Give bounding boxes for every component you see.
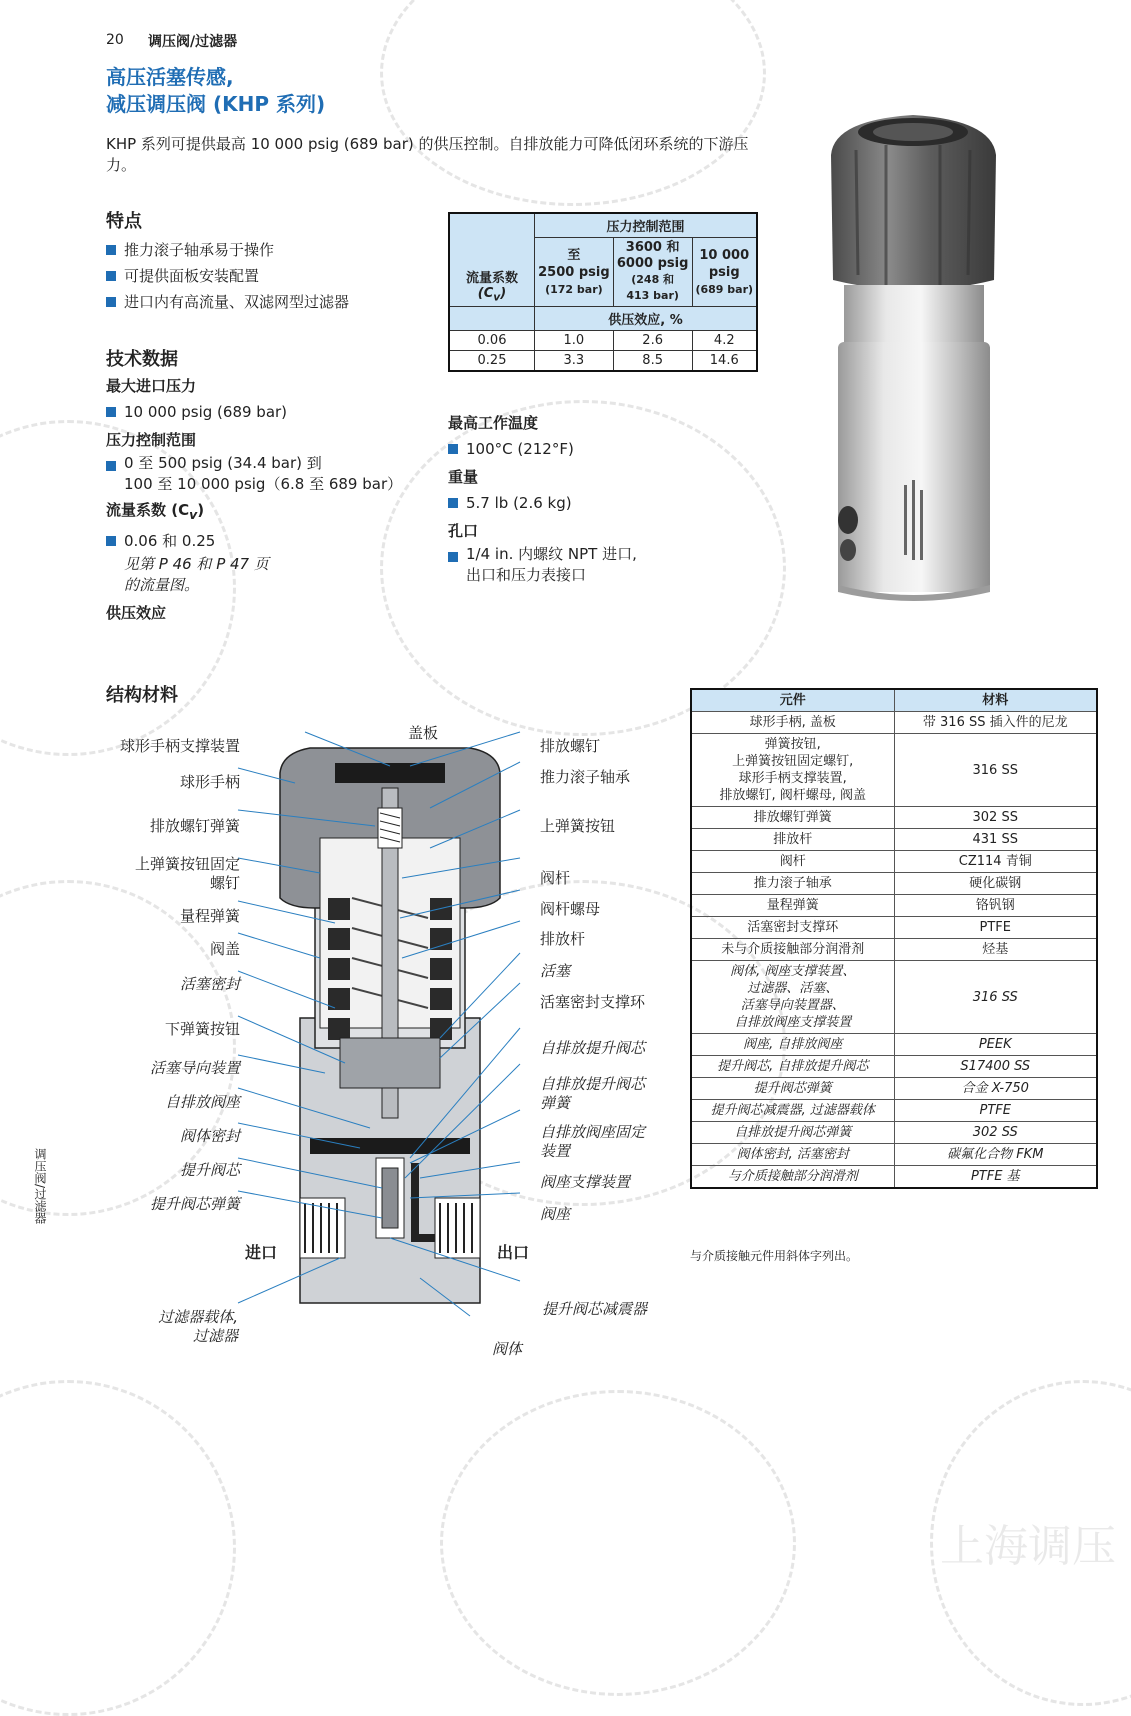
cv-label: 流量系数 $(C_v)$ (106, 501, 205, 522)
component-cell: 弹簧按钮, 上弹簧按钮固定螺钉, 球形手柄支撑装置, 排放螺钉, 阀杆螺母, 阀盖 (691, 734, 894, 807)
table-row (691, 807, 1097, 829)
right-label: 自排放提升阀芯 (540, 1039, 646, 1057)
table-cell: 8.5 (613, 351, 692, 372)
material-cell: 316 SS (894, 734, 1097, 807)
table-cell: 1.0 (535, 331, 614, 351)
table-row (449, 331, 757, 351)
table-cell: 0.25 (449, 351, 535, 372)
left-label: 球形手柄支撑装置 (119, 737, 240, 755)
material-cell: PEEK (894, 1034, 1097, 1056)
component-cell: 未与介质接触部分润滑剂 (691, 939, 894, 961)
component-cell: 与介质接触部分润滑剂 (691, 1166, 894, 1189)
left-label: 活塞密封 (179, 975, 240, 993)
pressure-range-table (448, 212, 758, 372)
weight-label: 重量 (448, 468, 479, 486)
left-label: 球形手柄 (179, 773, 240, 791)
material-cell: 431 SS (894, 829, 1097, 851)
supply-effect-label: 供压效应 (106, 604, 167, 622)
effect-header: 供压效应, % (535, 307, 758, 331)
material-cell: 302 SS (894, 807, 1097, 829)
table-row (691, 851, 1097, 873)
component-cell: 阀体, 阀座支撑装置、 过滤器、活塞、 活塞导向装置器、 自排放阀座支撑装置 (691, 961, 894, 1034)
component-cell: 量程弹簧 (691, 895, 894, 917)
temp-value: 100°C (212°F) (448, 436, 768, 462)
weight-value: 5.7 lb (2.6 kg) (448, 490, 768, 516)
component-cell: 阀体密封, 活塞密封 (691, 1144, 894, 1166)
left-label: 上弹簧按钮固定 螺钉 (134, 855, 240, 892)
left-label: 阀盖 (209, 940, 240, 958)
material-cell: 316 SS (894, 961, 1097, 1034)
component-cell: 提升阀芯减震器, 过滤器载体 (691, 1100, 894, 1122)
left-label: 活塞导向装置 (149, 1059, 240, 1077)
watermark-ring (440, 1390, 796, 1696)
right-label: 阀座支撑装置 (540, 1173, 631, 1191)
regulator-photo (826, 110, 1001, 610)
feature-item: 可提供面板安装配置 (106, 263, 426, 289)
table-row (691, 939, 1097, 961)
watermark-ring (0, 1380, 236, 1716)
range-label: 压力控制范围 (106, 431, 197, 449)
damper-label: 提升阀芯减震器 (542, 1300, 648, 1318)
page-title (106, 64, 325, 118)
material-cell: PTFE (894, 1100, 1097, 1122)
right-label: 推力滚子轴承 (540, 768, 631, 786)
watermark-ring (930, 1380, 1131, 1706)
cv-value: 0.06 和 0.25 (106, 528, 426, 554)
cv-note: 见第 P 46 和 P 47 页 的流量图。 (124, 555, 269, 594)
feature-item: 进口内有高流量、双滤网型过滤器 (106, 289, 426, 315)
table-row (691, 1034, 1097, 1056)
side-tab: 调压阀/过滤器 (33, 1148, 47, 1225)
features-heading: 特点 (106, 211, 142, 232)
left-label: 量程弹簧 (179, 907, 240, 925)
right-label: 阀杆 (540, 869, 571, 887)
range-col-3: 10 000 psig (689 bar) (692, 238, 757, 307)
table-row (691, 734, 1097, 807)
group-header: 压力控制范围 (535, 213, 758, 238)
material-cell: 带 316 SS 插入件的尼龙 (894, 712, 1097, 734)
materials-heading: 结构材料 (106, 685, 178, 706)
cv-header: 流量系数 $(C_v)$ (449, 213, 535, 307)
table-row (691, 1078, 1097, 1100)
table-row (691, 1144, 1097, 1166)
material-cell: S17400 SS (894, 1056, 1097, 1078)
intro-paragraph: KHP 系列可提供最高 10 000 psig (689 bar) 的供压控制。自排放能力可降低闭环系统的下游压力。 (106, 135, 749, 174)
page-number: 20 (106, 32, 124, 48)
table-row (691, 1122, 1097, 1144)
material-cell: 铬钒钢 (894, 895, 1097, 917)
features-section (106, 207, 426, 315)
table-row (691, 829, 1097, 851)
component-cell: 阀杆 (691, 851, 894, 873)
right-label: 自排放阀座固定 装置 (540, 1123, 646, 1160)
max-inlet-label: 最大进口压力 (106, 377, 197, 395)
inlet-label: 进口 (245, 1243, 278, 1262)
range-value (106, 453, 426, 495)
component-cell: 阀座, 自排放阀座 (691, 1034, 894, 1056)
right-label: 活塞 (540, 962, 571, 980)
table-row (691, 873, 1097, 895)
left-label: 自排放阀座 (164, 1093, 240, 1111)
ports-label: 孔口 (448, 522, 479, 540)
left-label: 阀体密封 (179, 1127, 240, 1145)
material-cell: 碳氟化合物 FKM (894, 1144, 1097, 1166)
left-label: 下弹簧按钮 (164, 1020, 240, 1038)
material-cell: 硬化碳钢 (894, 873, 1097, 895)
component-cell: 提升阀芯, 自排放提升阀芯 (691, 1056, 894, 1078)
tech-heading: 技术数据 (106, 349, 178, 370)
col-material: 材料 (894, 689, 1097, 712)
table-row (449, 351, 757, 372)
range-col-2: 3600 和 6000 psig (248 和 413 bar) (613, 238, 692, 307)
table-row (691, 895, 1097, 917)
col-component: 元件 (691, 689, 894, 712)
component-cell: 推力滚子轴承 (691, 873, 894, 895)
table-row (691, 961, 1097, 1034)
material-cell: 合金 X-750 (894, 1078, 1097, 1100)
component-cell: 活塞密封支撑环 (691, 917, 894, 939)
table-row (691, 917, 1097, 939)
table-row (691, 1166, 1097, 1189)
materials-table (690, 688, 1098, 1189)
left-label: 提升阀芯弹簧 (149, 1195, 240, 1213)
table-row (691, 712, 1097, 734)
filter-label: 过滤器载体, 过滤器 (158, 1308, 238, 1345)
watermark: 上海调压 (940, 1521, 1116, 1572)
material-cell: 302 SS (894, 1122, 1097, 1144)
table-row (691, 1100, 1097, 1122)
table-row (691, 1056, 1097, 1078)
label-cover-plate: 盖板 (408, 724, 439, 742)
left-label: 排放螺钉弹簧 (149, 817, 240, 835)
title-line-1: 高压活塞传感, (106, 65, 234, 89)
table-cell: 3.3 (535, 351, 614, 372)
range-col-1: 至 2500 psig (172 bar) (535, 238, 614, 307)
max-inlet-value: 10 000 psig (689 bar) (106, 399, 426, 425)
component-cell: 排放杆 (691, 829, 894, 851)
right-label: 排放螺钉 (540, 737, 601, 755)
tech-data-section (106, 345, 426, 626)
range-line-2: 100 至 10 000 psig（6.8 至 689 bar） (124, 475, 403, 493)
right-label: 排放杆 (540, 930, 586, 948)
material-cell: PTFE (894, 917, 1097, 939)
material-cell: CZ114 青铜 (894, 851, 1097, 873)
table-cell: 14.6 (692, 351, 757, 372)
material-cell: 烃基 (894, 939, 1097, 961)
ports-value: 1/4 in. 内螺纹 NPT 进口, 出口和压力表接口 (448, 544, 768, 586)
right-label: 阀座 (540, 1205, 571, 1223)
body-label: 阀体 (492, 1340, 523, 1358)
table-cell: 0.06 (449, 331, 535, 351)
feature-item: 推力滚子轴承易于操作 (106, 237, 426, 263)
material-cell: PTFE 基 (894, 1166, 1097, 1189)
table-cell: 4.2 (692, 331, 757, 351)
right-label: 自排放提升阀芯 弹簧 (540, 1075, 646, 1112)
range-line-1: 0 至 500 psig (34.4 bar) 到 (124, 454, 322, 472)
right-label: 活塞密封支撑环 (540, 993, 646, 1011)
component-cell: 排放螺钉弹簧 (691, 807, 894, 829)
running-title: 调压阀/过滤器 (148, 34, 238, 50)
right-label: 阀杆螺母 (540, 900, 601, 918)
right-label: 上弹簧按钮 (540, 817, 616, 835)
temp-label: 最高工作温度 (448, 414, 539, 432)
component-cell: 自排放提升阀芯弹簧 (691, 1122, 894, 1144)
outlet-port-shape (435, 1198, 480, 1258)
materials-note: 与介质接触元件用斜体字列出。 (690, 1249, 859, 1263)
left-label: 提升阀芯 (179, 1161, 240, 1179)
outlet-label: 出口 (497, 1243, 530, 1262)
tech-data-right (448, 408, 768, 586)
table-cell: 2.6 (613, 331, 692, 351)
title-line-2: 减压调压阀 (KHP 系列) (106, 92, 326, 116)
component-cell: 球形手柄, 盖板 (691, 712, 894, 734)
component-cell: 提升阀芯弹簧 (691, 1078, 894, 1100)
